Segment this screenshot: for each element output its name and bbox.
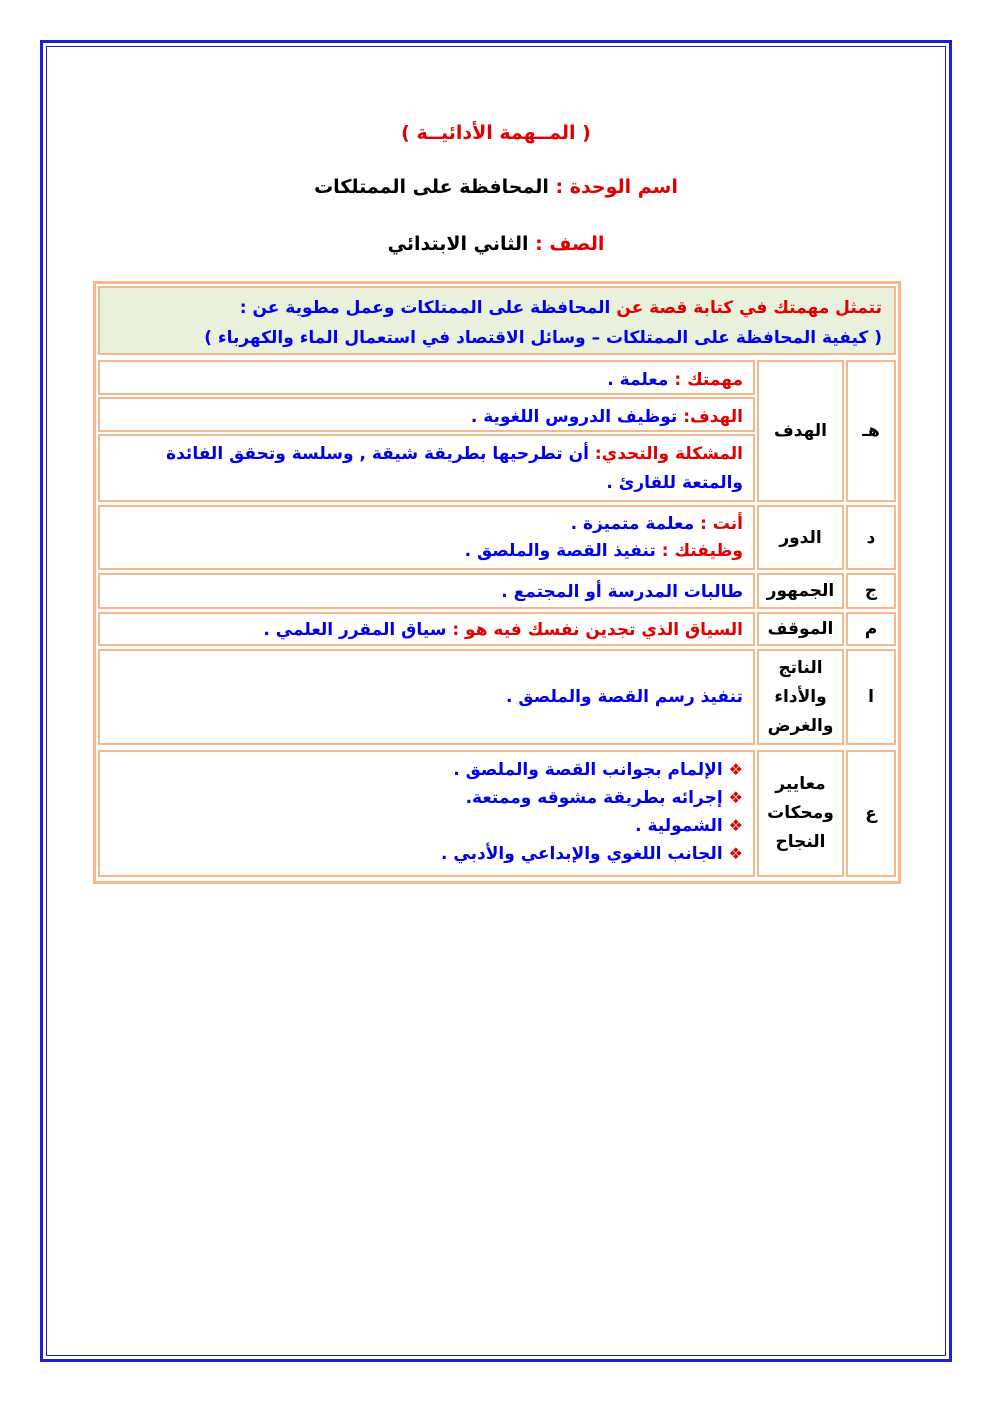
- role-you-line: [110, 511, 743, 538]
- diamond-bullet-icon: ❖: [728, 788, 743, 807]
- situation-lead: السياق الذي تجدين نفسك فيه هو :: [452, 620, 743, 640]
- goal-task-value: معلمة .: [607, 370, 669, 390]
- role-job-label: وظيفتك :: [661, 541, 743, 561]
- intro-line-1: [112, 293, 882, 323]
- goal-aim-value: توظيف الدروس اللغوية .: [470, 407, 678, 427]
- unit-line: [0, 176, 992, 198]
- situation-letter: م: [846, 612, 896, 646]
- role-job-value: تنفيذ القصة والملصق .: [464, 541, 656, 561]
- grade-value: الثاني الابتدائي: [387, 233, 529, 255]
- unit-value: المحافظة على الممتلكات: [314, 176, 549, 198]
- situation-value: سياق المقرر العلمي .: [263, 620, 447, 640]
- goal-aim: [98, 397, 755, 432]
- unit-label: اسم الوحدة :: [555, 176, 678, 198]
- diamond-bullet-icon: ❖: [728, 760, 743, 779]
- product-letter: ا: [846, 649, 896, 745]
- intro-cell: [98, 286, 896, 355]
- situation-label: الموقف: [757, 612, 844, 646]
- audience-label: الجمهور: [757, 573, 844, 609]
- role-you-value: معلمة متميزة .: [570, 514, 695, 534]
- diamond-bullet-icon: ❖: [728, 816, 743, 835]
- goal-label: الهدف: [757, 360, 844, 502]
- criteria-list: [98, 750, 755, 877]
- grade-line: [0, 233, 992, 255]
- intro-lead: تتمثل مهمتك في كتابة قصة عن: [616, 298, 882, 318]
- intro-line-2: ( كيفية المحافظة على الممتلكات – وسائل الاقتصاد في استعمال الماء والكهرباء ): [204, 328, 882, 348]
- intro-topic: المحافظة على الممتلكات وعمل مطوية عن :: [239, 298, 611, 318]
- role-label: الدور: [757, 505, 844, 570]
- grade-label: الصف :: [535, 233, 605, 255]
- situation-content: [98, 612, 755, 646]
- role-job-line: [110, 538, 743, 565]
- goal-problem-label: المشكلة والتحدي:: [594, 444, 743, 464]
- criteria-item: ❖الشمولية .: [635, 816, 743, 836]
- audience-letter: ج: [846, 573, 896, 609]
- goal-letter: هـ: [846, 360, 896, 502]
- criteria-item: ❖إجرائه بطريقة مشوقه وممتعة.: [465, 788, 743, 808]
- diamond-bullet-icon: ❖: [728, 844, 743, 863]
- criteria-label: معايير ومحكات النجاح: [757, 750, 844, 877]
- role-you-label: أنت :: [700, 514, 743, 534]
- role-content: [98, 505, 755, 570]
- criteria-letter: ع: [846, 750, 896, 877]
- goal-problem-value: أن تطرحيها بطريقة شيقة , وسلسة وتحقق الفائدة والمتعة للقارئ .: [166, 444, 743, 493]
- goal-problem: [98, 434, 755, 502]
- role-letter: د: [846, 505, 896, 570]
- product-label: الناتج والأداء والغرض: [757, 649, 844, 745]
- criteria-item: ❖الإلمام بجوانب القصة والملصق .: [453, 760, 743, 780]
- goal-task: [98, 360, 755, 395]
- goal-task-label: مهمتك :: [674, 370, 743, 390]
- goal-aim-label: الهدف:: [683, 407, 743, 427]
- product-value: تنفيذ رسم القصة والملصق .: [98, 649, 755, 745]
- page-title: ( المــهمة الأدائيــة ): [401, 122, 591, 144]
- audience-value: طالبات المدرسة أو المجتمع .: [98, 573, 755, 609]
- criteria-item: ❖الجانب اللغوي والإبداعي والأدبي .: [441, 844, 743, 864]
